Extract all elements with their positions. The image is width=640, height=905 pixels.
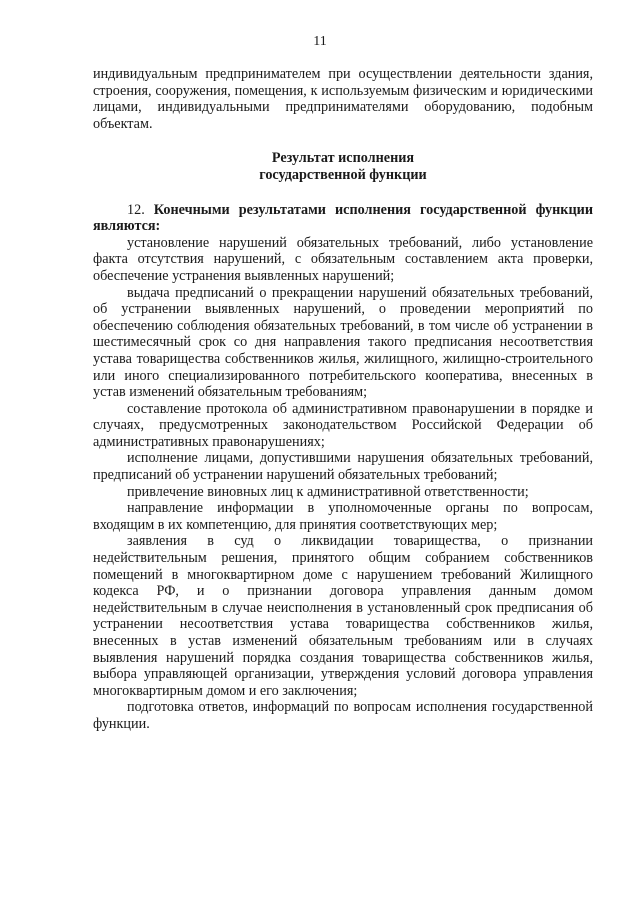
intro-paragraph: индивидуальным предпринимателем при осуществлении деятельности здания, строения, сооружения, помещения, к используемым физическим и юридическими лицами, индивидуальными предпринимателями оборудованию, подобным объектам.: [93, 66, 593, 132]
result-paragraph-4: исполнение лицами, допустившими нарушения обязательных требований, предписаний об устранении нарушений обязательных требований;: [93, 450, 593, 484]
result-paragraph-3: составление протокола об административном правонарушении в порядке и случаях, предусмотренных законодательством Российской Федерации об административных правонарушениях;: [93, 400, 593, 450]
item-12-lead-bold: Конечными результатами исполнения государственной функции являются:: [93, 201, 594, 235]
section-heading: [93, 150, 593, 183]
result-paragraph-1: установление нарушений обязательных требований, либо установление факта отсутствия нарушений, с обязательным составлением акта проверки, обеспечение устранения выявленных нарушений;: [93, 234, 593, 284]
result-paragraph-2: выдача предписаний о прекращении нарушений обязательных требований, об устранении выявленных нарушений, о проведении мероприятий по обеспечению соблюдения обязательных требований, в том числе об устранении в шестимесячный срок со дня направления такого предписания несоответствия устава товарищества собственников жилья, жилищного, жилищно-строительного или иного специализированного потребительского кооператива, внесенных в устав изменений обязательным требованиям;: [93, 284, 593, 401]
result-paragraph-5: привлечение виновных лиц к административной ответственности;: [127, 483, 529, 500]
page-number: 11: [313, 34, 327, 49]
document-body: [93, 66, 593, 733]
result-paragraph-7: заявления в суд о ликвидации товарищества, о признании недействительным решения, принятого общим собранием собственников помещений в многоквартирном доме с нарушением требований Жилищного кодекса РФ, и о признании договора управления данным домом недействительным в случае неисполнения в установленный срок предписания об устранении несоответствия устава товарищества собственников жилья, внесенных в устав изменений обязательным требованиям или в случаях выявления нарушений порядка создания товарищества собственников жилья, выбора управляющей организации, утверждения условий договора управления многоквартирным домом и его заключения;: [93, 533, 593, 699]
item-12-lead: [93, 202, 593, 235]
result-paragraph-8: подготовка ответов, информаций по вопросам исполнения государственной функции.: [93, 699, 593, 732]
item-12-number: 12.: [127, 201, 145, 218]
section-heading-line-1: Результат исполнения: [271, 150, 415, 167]
result-paragraph-6: направление информации в уполномоченные органы по вопросам, входящим в их компетенцию, для принятия соответствующих мер;: [93, 500, 593, 533]
section-heading-line-2: государственной функции: [259, 166, 427, 183]
